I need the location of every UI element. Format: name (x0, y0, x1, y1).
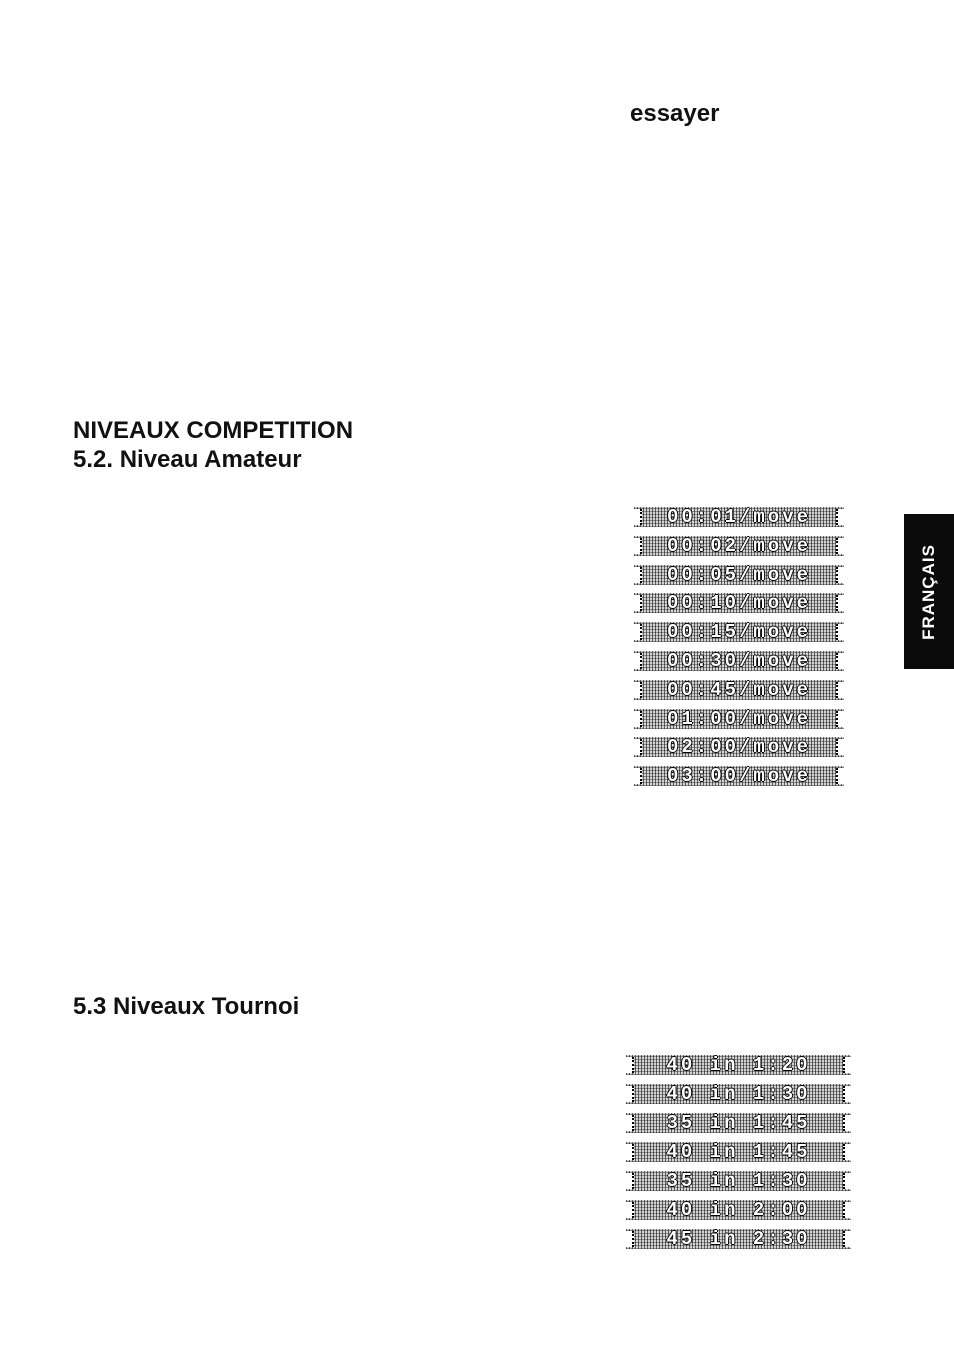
lcd-display: 35 in 1:30 (626, 1171, 851, 1191)
amateur-display-list (634, 507, 844, 786)
lcd-display: 00:15/move (634, 622, 844, 642)
essayer-text: essayer (630, 100, 720, 127)
lcd-display: 01:00/move (634, 709, 844, 729)
lcd-display: 00:01/move (634, 507, 844, 527)
amateur-heading: 5.2. Niveau Amateur (73, 446, 302, 473)
tournament-display-list (626, 1055, 851, 1249)
lcd-display: 00:45/move (634, 680, 844, 700)
competition-heading: NIVEAUX COMPETITION (73, 417, 354, 444)
lcd-display: 00:05/move (634, 565, 844, 585)
lcd-display: 40 in 2:00 (626, 1200, 851, 1220)
language-tab-label: FRANÇAIS (919, 543, 938, 640)
lcd-display: 35 in 1:45 (626, 1113, 851, 1133)
lcd-display: 00:10/move (634, 593, 844, 613)
lcd-display: 00:02/move (634, 536, 844, 556)
lcd-display: 00:30/move (634, 651, 844, 671)
tournament-heading: 5.3 Niveaux Tournoi (73, 993, 300, 1020)
lcd-display: 40 in 1:30 (626, 1084, 851, 1104)
lcd-display: 03:00/move (634, 766, 844, 786)
lcd-display: 40 in 1:45 (626, 1142, 851, 1162)
language-tab (904, 514, 954, 669)
lcd-display: 02:00/move (634, 737, 844, 757)
lcd-display: 45 in 2:30 (626, 1229, 851, 1249)
lcd-display: 40 in 1:20 (626, 1055, 851, 1075)
